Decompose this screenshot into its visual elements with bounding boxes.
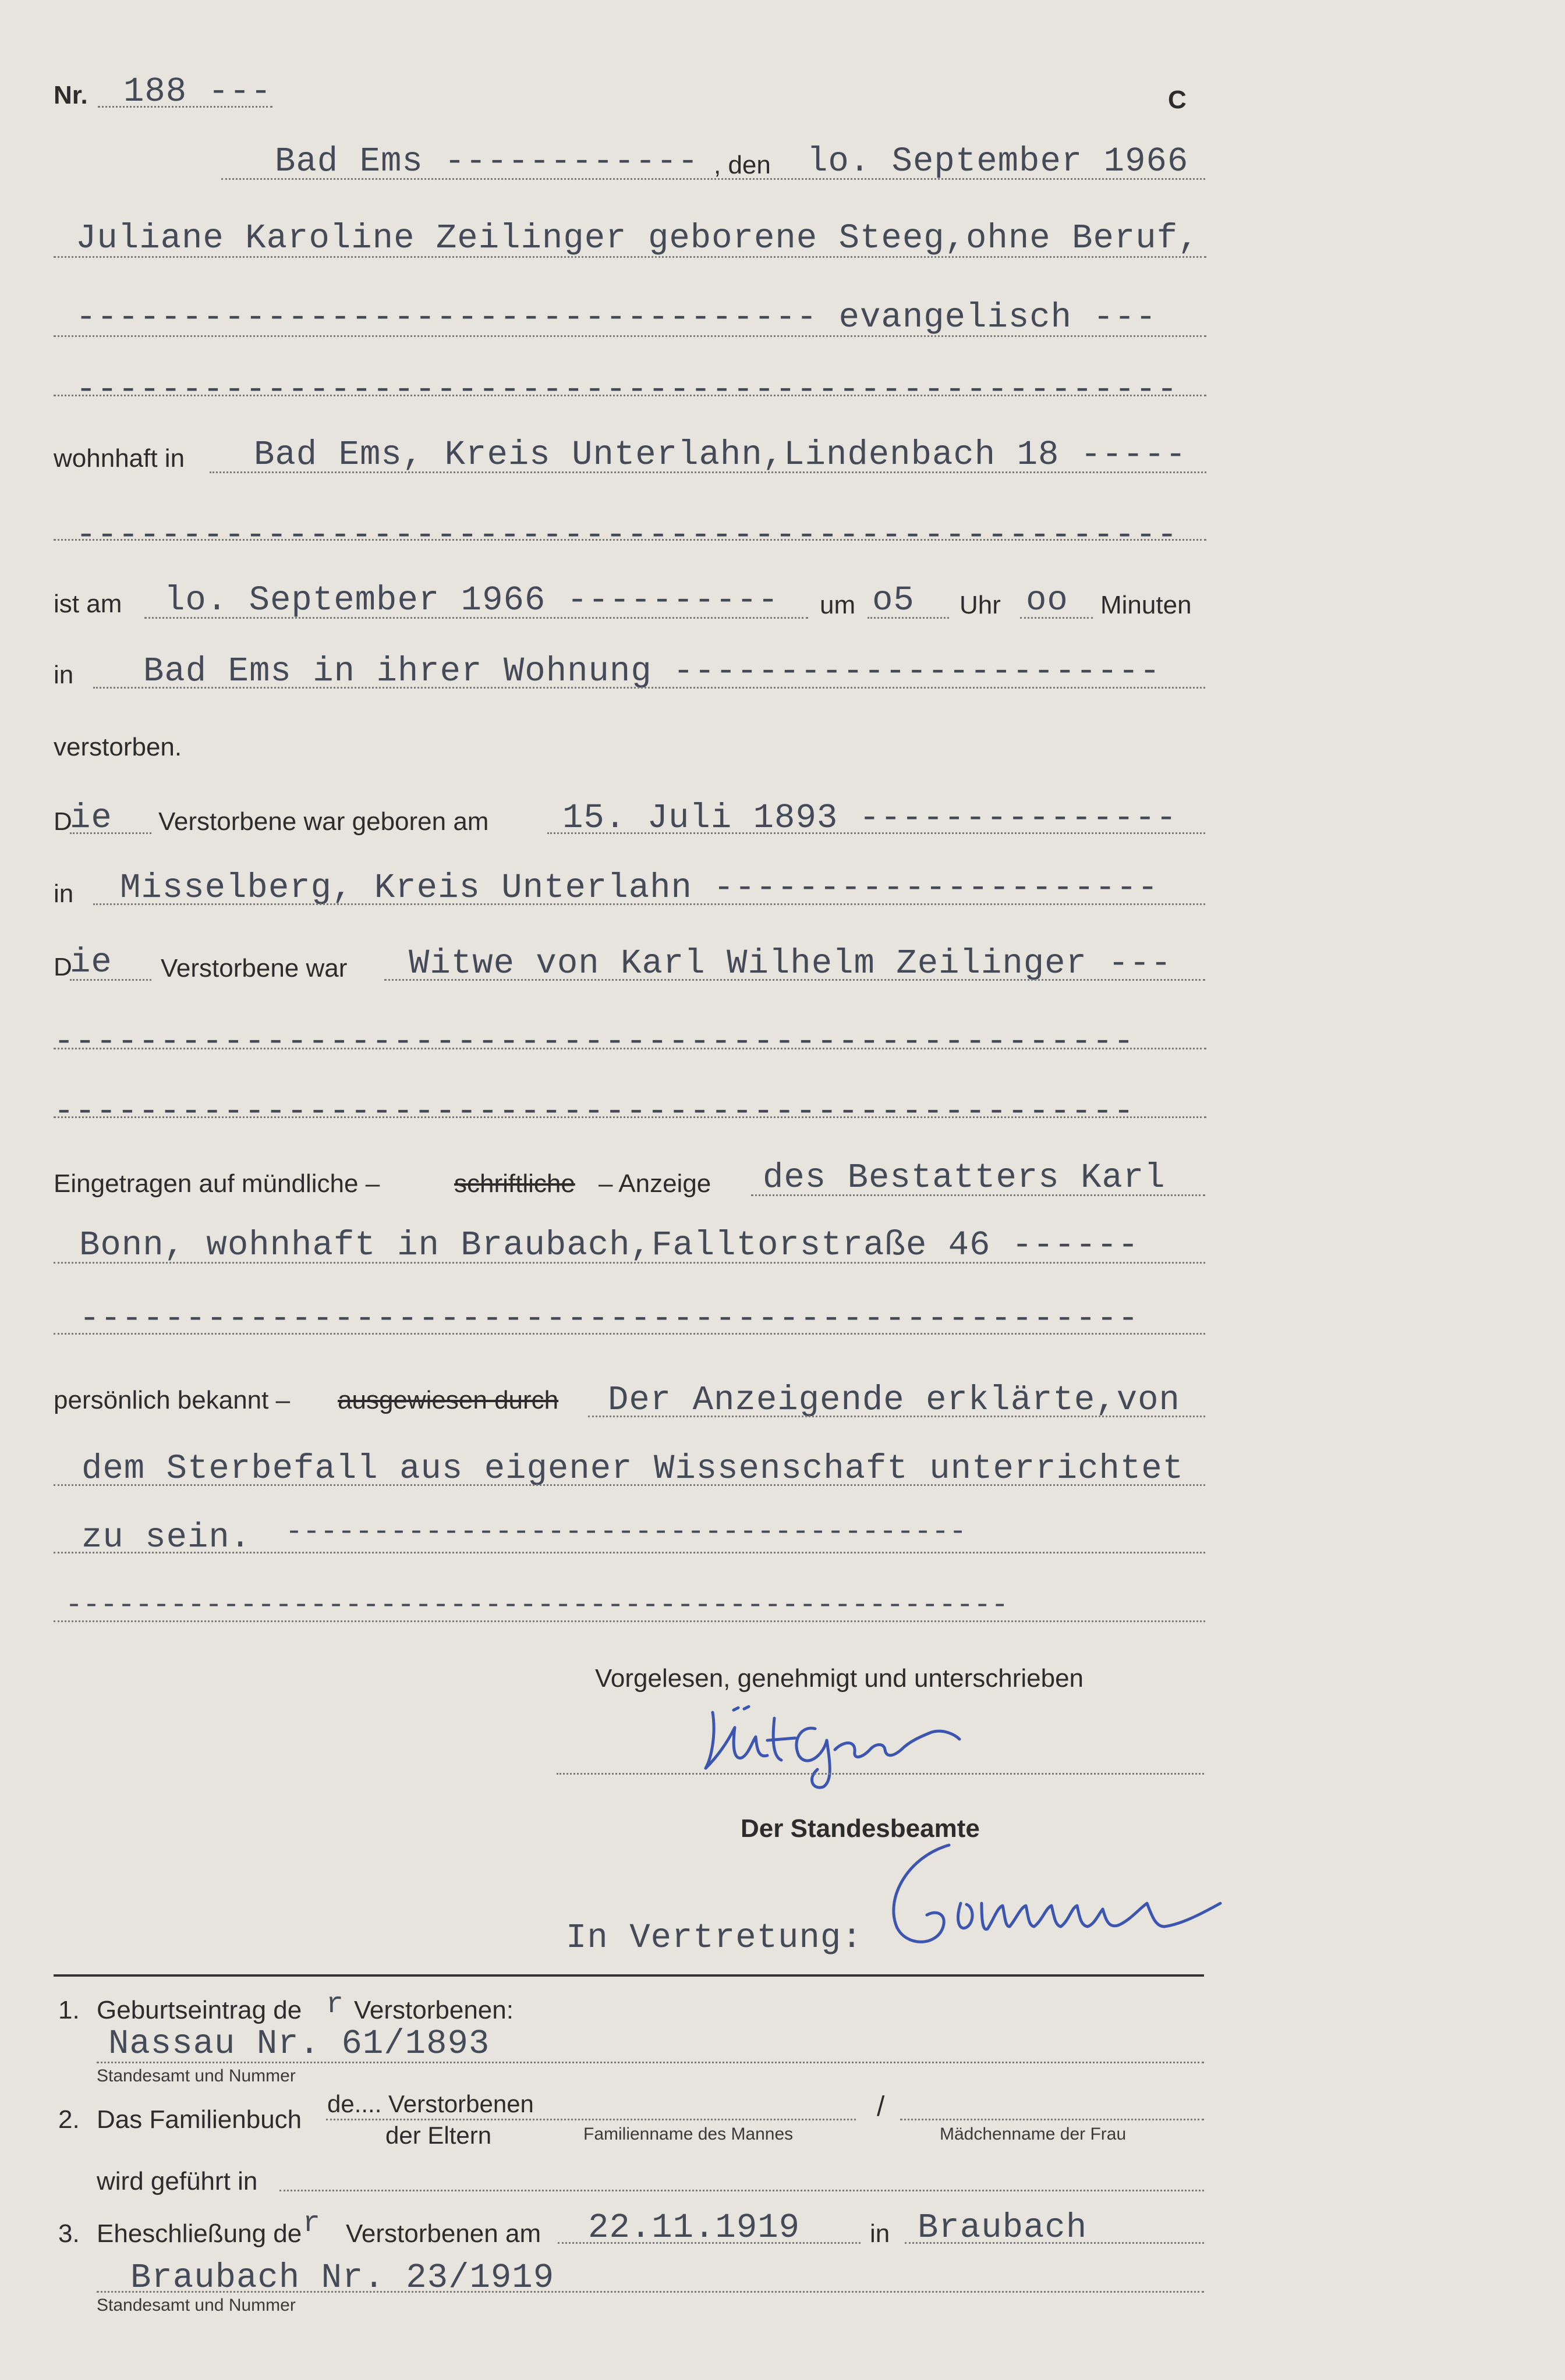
birth-date-dotted-line xyxy=(547,832,1205,834)
identity-label-struck: ausgewiesen durch xyxy=(338,1386,559,1414)
item3-value-dotted-line xyxy=(97,2291,1204,2293)
report-dotted-line-2 xyxy=(54,1262,1205,1264)
gefuehrt-label: wird geführt in xyxy=(97,2167,258,2195)
death-date-dotted-line xyxy=(144,617,808,619)
series-letter: C xyxy=(1168,86,1187,114)
item1-value: Nassau Nr. 61/1893 xyxy=(108,2024,490,2063)
item1-standesamt-label: Standesamt und Nummer xyxy=(97,2066,296,2085)
identity-value-4: ------------------------------------------------------ xyxy=(65,1589,1009,1622)
nr-label: Nr. xyxy=(54,81,88,109)
hour-dotted-line xyxy=(868,617,949,619)
birth-in-label: in xyxy=(54,879,74,908)
death-place: Bad Ems in ihrer Wohnung ----------------------- xyxy=(143,652,1161,691)
item3-label-b: Verstorbenen am xyxy=(346,2219,541,2248)
item3-number: 3. xyxy=(58,2219,80,2248)
uhr-label: Uhr xyxy=(959,591,1001,619)
report-label-struck: schriftliche xyxy=(454,1169,575,1198)
registrar-label: Der Standesbeamte xyxy=(741,1814,980,1843)
deceased-name: Juliane Karoline Zeilinger geborene Steeg,ohne Beruf, xyxy=(76,219,1199,258)
item3-date-dotted-line xyxy=(558,2242,861,2244)
um-label: um xyxy=(820,591,856,619)
report-value-2: Bonn, wohnhaft in Braubach,Falltorstraße 46 ------ xyxy=(79,1226,1139,1265)
item2-number: 2. xyxy=(58,2105,80,2134)
place-date-dotted-line xyxy=(221,178,1205,180)
blank-line-1: ---------------------------------------------------- xyxy=(76,370,1178,409)
status-dotted-line-3 xyxy=(54,1116,1206,1118)
identity-value-2: dem Sterbefall aus eigener Wissenschaft unterrichtet xyxy=(82,1449,1184,1488)
status-label: Verstorbene war xyxy=(161,954,348,982)
identity-value-3: zu sein. xyxy=(82,1518,252,1557)
identity-value-1: Der Anzeigende erklärte,von xyxy=(608,1381,1180,1420)
item3-in-label: in xyxy=(870,2219,890,2248)
item3-typed-r: r xyxy=(303,2207,321,2240)
birth-d-printed: D xyxy=(54,807,72,836)
item1-typed-r: r xyxy=(326,1988,345,2021)
gefuehrt-dotted-line xyxy=(279,2190,1204,2191)
status-die-typed: ie xyxy=(70,943,112,982)
status-die-dotted-line xyxy=(70,979,151,981)
minute-dotted-line xyxy=(1020,617,1093,619)
birth-die-dotted-line xyxy=(70,832,151,834)
ist-am-label: ist am xyxy=(54,590,122,618)
registration-place: Bad Ems ------------ xyxy=(275,142,699,181)
identity-label-start: persönlich bekannt – xyxy=(54,1386,291,1414)
birth-place: Misselberg, Kreis Unterlahn --------------------- xyxy=(120,868,1159,907)
status-line3: --------------------------------------------------- xyxy=(54,1092,1135,1131)
death-hour: o5 xyxy=(872,581,915,620)
birth-die-typed: ie xyxy=(70,799,112,838)
report-value-1: des Bestatters Karl xyxy=(763,1158,1166,1197)
death-place-dotted-line xyxy=(93,687,1205,689)
item3-place-dotted-line xyxy=(905,2242,1204,2244)
deputy-signature xyxy=(873,1833,1234,1962)
den-label: , den xyxy=(714,151,771,179)
report-label-start: Eingetragen auf mündliche – xyxy=(54,1169,380,1198)
name-dotted-line xyxy=(54,256,1206,258)
birth-date: 15. Juli 1893 --------------- xyxy=(562,799,1177,838)
religion-dotted-line xyxy=(54,335,1206,337)
register-number: 188 --- xyxy=(123,72,272,111)
status-dotted-line xyxy=(384,979,1205,981)
birth-place-dotted-line xyxy=(93,903,1205,905)
item1-number: 1. xyxy=(58,1996,80,2024)
footer-separator xyxy=(54,1974,1204,1977)
residence-line2: ---------------------------------------------------- xyxy=(76,516,1178,555)
residence-dotted-line xyxy=(210,471,1206,473)
identity-value-3-dashes: --------------------------------------- xyxy=(285,1516,967,1549)
item1-label-b: Verstorbenen: xyxy=(354,1996,514,2024)
informant-signature xyxy=(699,1700,1036,1793)
item1-label-a: Geburtseintrag de xyxy=(97,1996,302,2024)
death-in-label: in xyxy=(54,661,74,689)
identity-dotted-line-3 xyxy=(54,1552,1205,1553)
verstorben-label: verstorben. xyxy=(54,733,182,761)
report-value-3: -------------------------------------------------- xyxy=(79,1299,1139,1338)
item2-dotted-line-a xyxy=(326,2119,856,2120)
status-d-printed: D xyxy=(54,953,72,981)
maedchenname-label: Mädchenname der Frau xyxy=(940,2124,1127,2144)
status-dotted-line-2 xyxy=(54,1048,1206,1049)
status-value: Witwe von Karl Wilhelm Zeilinger --- xyxy=(409,944,1172,983)
familienname-label: Familienname des Mannes xyxy=(583,2124,794,2144)
identity-dotted-line-1 xyxy=(588,1416,1205,1417)
item2-slash: / xyxy=(877,2091,885,2122)
identity-dotted-line-2 xyxy=(54,1484,1205,1486)
item3-standesamt-label: Standesamt und Nummer xyxy=(97,2296,296,2315)
informant-signature-line xyxy=(557,1773,1204,1775)
birth-label: Verstorbene war geboren am xyxy=(158,807,489,836)
read-approved-label: Vorgelesen, genehmigt und unterschrieben xyxy=(595,1664,1084,1693)
report-dotted-line-3 xyxy=(54,1333,1205,1335)
report-label-end: – Anzeige xyxy=(599,1169,711,1198)
blank-dotted-line-1 xyxy=(54,395,1206,396)
item1-dotted-line xyxy=(97,2062,1204,2063)
item2-dotted-line-b xyxy=(900,2119,1204,2120)
death-date: lo. September 1966 ---------- xyxy=(164,581,779,620)
minuten-label: Minuten xyxy=(1100,591,1192,619)
item2-label: Das Familienbuch xyxy=(97,2105,302,2134)
item3-label-a: Eheschließung de xyxy=(97,2219,302,2248)
identity-dotted-line-4 xyxy=(54,1620,1205,1622)
religion-line: ----------------------------------- evangelisch --- xyxy=(76,298,1157,337)
item3-place: Braubach xyxy=(918,2208,1088,2247)
report-dotted-line-1 xyxy=(751,1194,1205,1196)
residence-dotted-line-2 xyxy=(54,539,1206,541)
registration-date: lo. September 1966 xyxy=(807,142,1189,181)
wohnhaft-label: wohnhaft in xyxy=(54,444,185,473)
item3-value: Braubach Nr. 23/1919 xyxy=(130,2258,555,2297)
deputy-label: In Vertretung: xyxy=(566,1918,863,1957)
residence-value: Bad Ems, Kreis Unterlahn,Lindenbach 18 ----- xyxy=(254,435,1187,474)
item2-lower: der Eltern xyxy=(385,2122,492,2149)
status-line2: --------------------------------------------------- xyxy=(54,1022,1135,1061)
nr-dotted-line xyxy=(98,106,272,108)
item2-upper: de.... Verstorbenen xyxy=(327,2090,534,2117)
item3-date: 22.11.1919 xyxy=(588,2208,801,2247)
death-minute: oo xyxy=(1026,581,1068,620)
